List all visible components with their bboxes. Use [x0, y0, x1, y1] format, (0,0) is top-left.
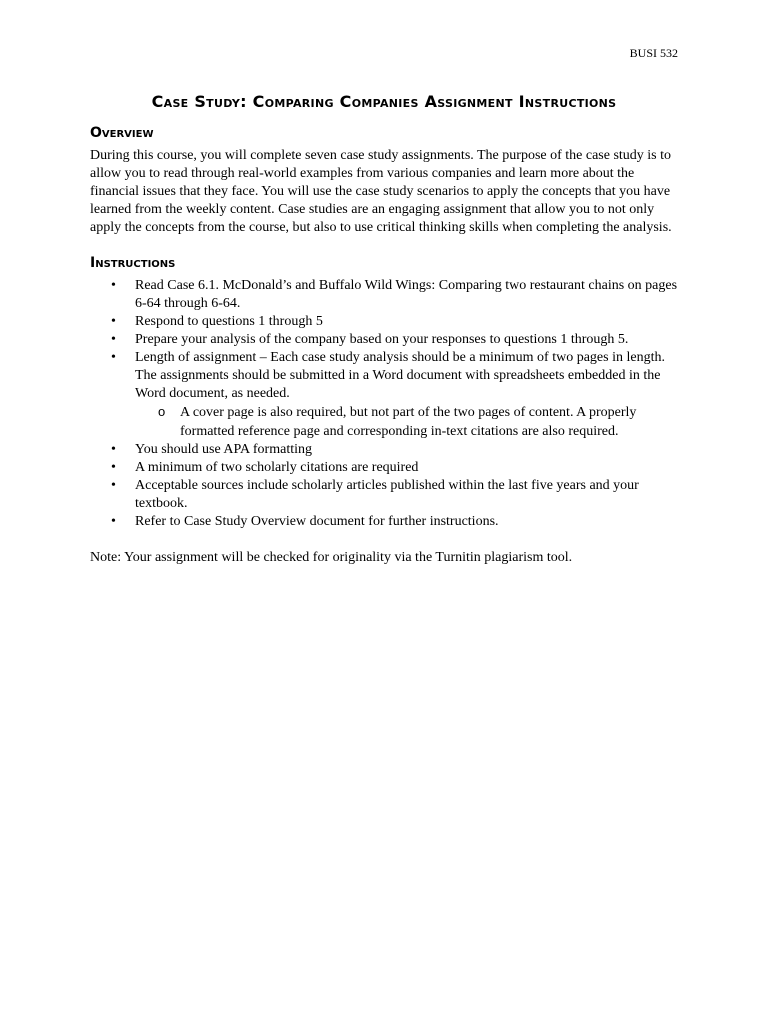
instruction-text: Respond to questions 1 through 5 — [135, 314, 323, 329]
originality-note: Note: Your assignment will be checked for originality via the Turnitin plagiarism tool. — [90, 550, 573, 565]
instructions-list — [90, 277, 678, 531]
bullet-icon: • — [111, 350, 116, 365]
instruction-item — [90, 459, 678, 477]
instruction-item — [90, 349, 678, 441]
instruction-text: Length of assignment – Each case study analysis should be a minimum of two pages in length. The assignments should be submitted in a Word document with spreadsheets embedded in the Word document, as needed. — [135, 350, 665, 401]
bullet-icon: • — [111, 460, 116, 475]
overview-paragraph: During this course, you will complete seven case study assignments. The purpose of the case study is to allow you to read through real-world examples from various companies and learn more about the financial issues that they face. You will use the case study scenarios to apply the concepts that you have learned from the weekly content. Case studies are an engaging assignment that allow you to not only apply the concepts from the course, but also to use critical thinking skills when completing the analysis. — [90, 148, 672, 235]
instruction-text: Refer to Case Study Overview document for further instructions. — [135, 514, 499, 529]
instruction-item — [90, 331, 678, 349]
bullet-icon: • — [111, 514, 116, 529]
instruction-text: A minimum of two scholarly citations are required — [135, 460, 419, 475]
instruction-item — [90, 277, 678, 313]
instruction-item — [90, 441, 678, 459]
instruction-item — [90, 313, 678, 331]
instruction-text: Acceptable sources include scholarly articles published within the last five years and your textbook. — [135, 478, 639, 511]
instruction-subitem-text: A cover page is also required, but not part of the two pages of content. A properly formatted reference page and corresponding in-text citations are also required. — [180, 405, 637, 439]
instruction-text: You should use APA formatting — [135, 442, 312, 457]
instruction-sublist — [135, 403, 678, 441]
document-content — [90, 92, 678, 567]
instruction-subitem — [135, 403, 678, 441]
instruction-item — [90, 513, 678, 531]
course-code: BUSI 532 — [629, 46, 678, 60]
instruction-text: Read Case 6.1. McDonald’s and Buffalo Wild Wings: Comparing two restaurant chains on pages 6-64 through 6-64. — [135, 278, 678, 311]
bullet-icon: • — [111, 478, 116, 493]
bullet-icon: • — [111, 278, 116, 293]
instruction-text: Prepare your analysis of the company based on your responses to questions 1 through 5. — [135, 332, 629, 347]
instructions-heading: Instructions — [90, 255, 176, 271]
bullet-icon: • — [111, 332, 116, 347]
bullet-icon: • — [111, 442, 116, 457]
hollow-bullet-icon: o — [158, 404, 166, 419]
instruction-item — [90, 477, 678, 513]
bullet-icon: • — [111, 314, 116, 329]
document-title: Case Study: Comparing Companies Assignment Instructions — [151, 92, 617, 111]
overview-heading: Overview — [90, 125, 154, 141]
